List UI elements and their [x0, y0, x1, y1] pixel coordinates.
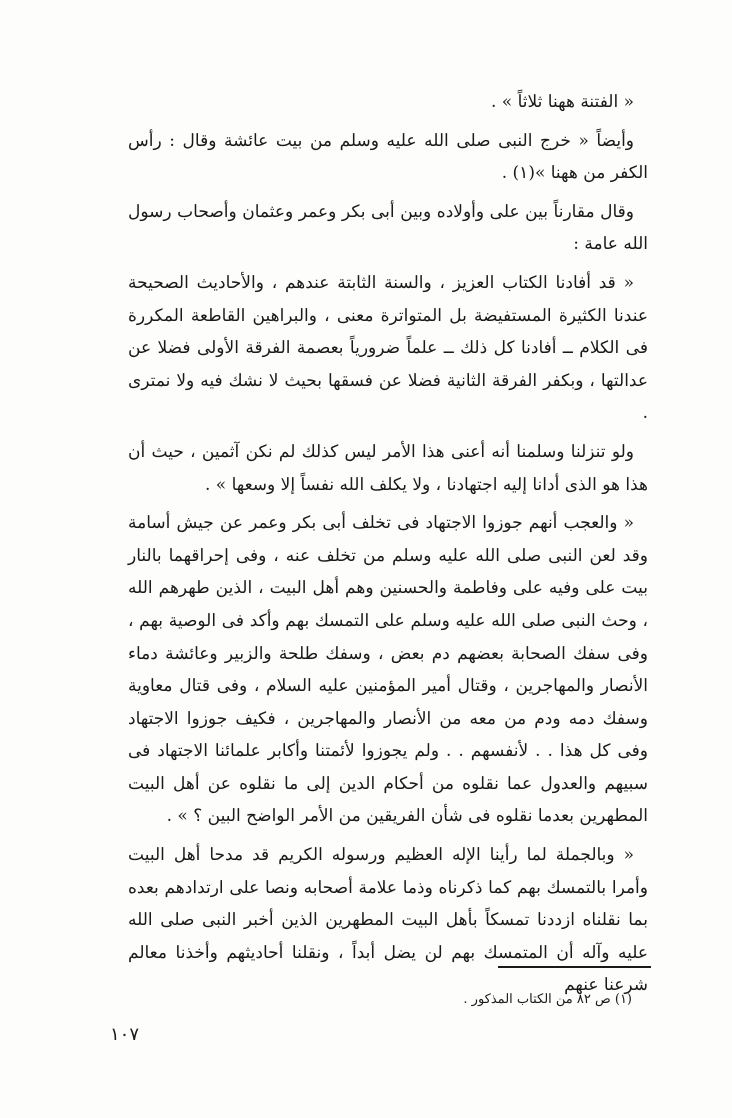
footnote-divider [498, 966, 651, 968]
paragraph-2: وأيضاً « خرج النبى صلى الله عليه وسلم من بيت عائشة وقال : رأس الكفر من ههنا »(١) . [128, 130, 648, 184]
body-text [128, 86, 648, 1008]
paragraph-1: « الفتنة ههنا ثلاثاً » . [491, 92, 634, 112]
paragraph-7: « وبالجملة لما رأينا الإله العظيم ورسوله الكريم قد مدحا أهل البيت وأمرا بالتمسك بهم كما ذكرناه وذما علامة أصحابه ونصا على ارتدادهم بعده بما نقلناه ازددنا تمسكاً بأهل البيت المطهرين الذين أخبر النبى صلى الله عليه وآله أن المتمسك بهم لن يضل أبداً ، ونقلنا أحاديثهم وأخذنا معالم شرعنا عنهم [128, 845, 648, 996]
paragraph-4: « قد أفادنا الكتاب العزيز ، والسنة الثابتة عندهم ، والأحاديث الصحيحة عندنا الكثيرة المستفيضة بل المتواترة معنى ، والبراهين القاطعة المكررة فى الكلام ــ أفادنا كل ذلك ــ علماً ضرورياً بعصمة الفرقة الأولى فضلا عن عدالتها ، وبكفر الفرقة الثانية فضلا عن فسقها بحيث لا نشك فيه ولا نمترى . [128, 272, 648, 424]
page-number: ١٠٧ [110, 1024, 140, 1045]
footnote: (١) ص ٨٢ من الكتاب المذكور . [463, 992, 632, 1007]
paragraph-3: وقال مقارناً بين على وأولاده وبين أبى بكر وعمر وعثمان وأصحاب رسول الله عامة : [128, 201, 648, 255]
paragraph-5: ولو تنزلنا وسلمنا أنه أعنى هذا الأمر ليس كذلك لم نكن آثمين ، حيث أن هذا هو الذى أدانا إليه اجتهادنا ، ولا يكلف الله نفساً إلا وسعها » . [128, 441, 648, 495]
paragraph-6: « والعجب أنهم جوزوا الاجتهاد فى تخلف أبى بكر وعمر عن جيش أسامة وقد لعن النبى صلى الله عليه وسلم من تخلف عنه ، وفى إحراقهما بالنار بيت على وفيه على وفاطمة والحسنين وهم أهل البيت ، الذين طهرهم الله ، وحث النبى صلى الله عليه وسلم على التمسك بهم وأكد فى الوصية بهم ، وفى سفك الصحابة بعضهم دم بعض ، وسفك طلحة والزبير وعائشة دماء الأنصار والمهاجرين ، وقتال أمير المؤمنين عليه السلام ، وفى قتال معاوية وسفك دمه ودم من معه من الأنصار والمهاجرين ، فكيف جوزوا الاجتهاد وفى كل هذا . . لأنفسهم . . ولم يجوزوا لأئمتنا وأكابر علمائنا الاجتهاد فى سبيهم والعدول عما نقلوه من أحكام الدين إلى ما نقلوه عن أهل البيت المطهرين بعدما نقلوه فى شأن الفريقين من الأمر الواضح البين ؟ » . [128, 513, 648, 827]
